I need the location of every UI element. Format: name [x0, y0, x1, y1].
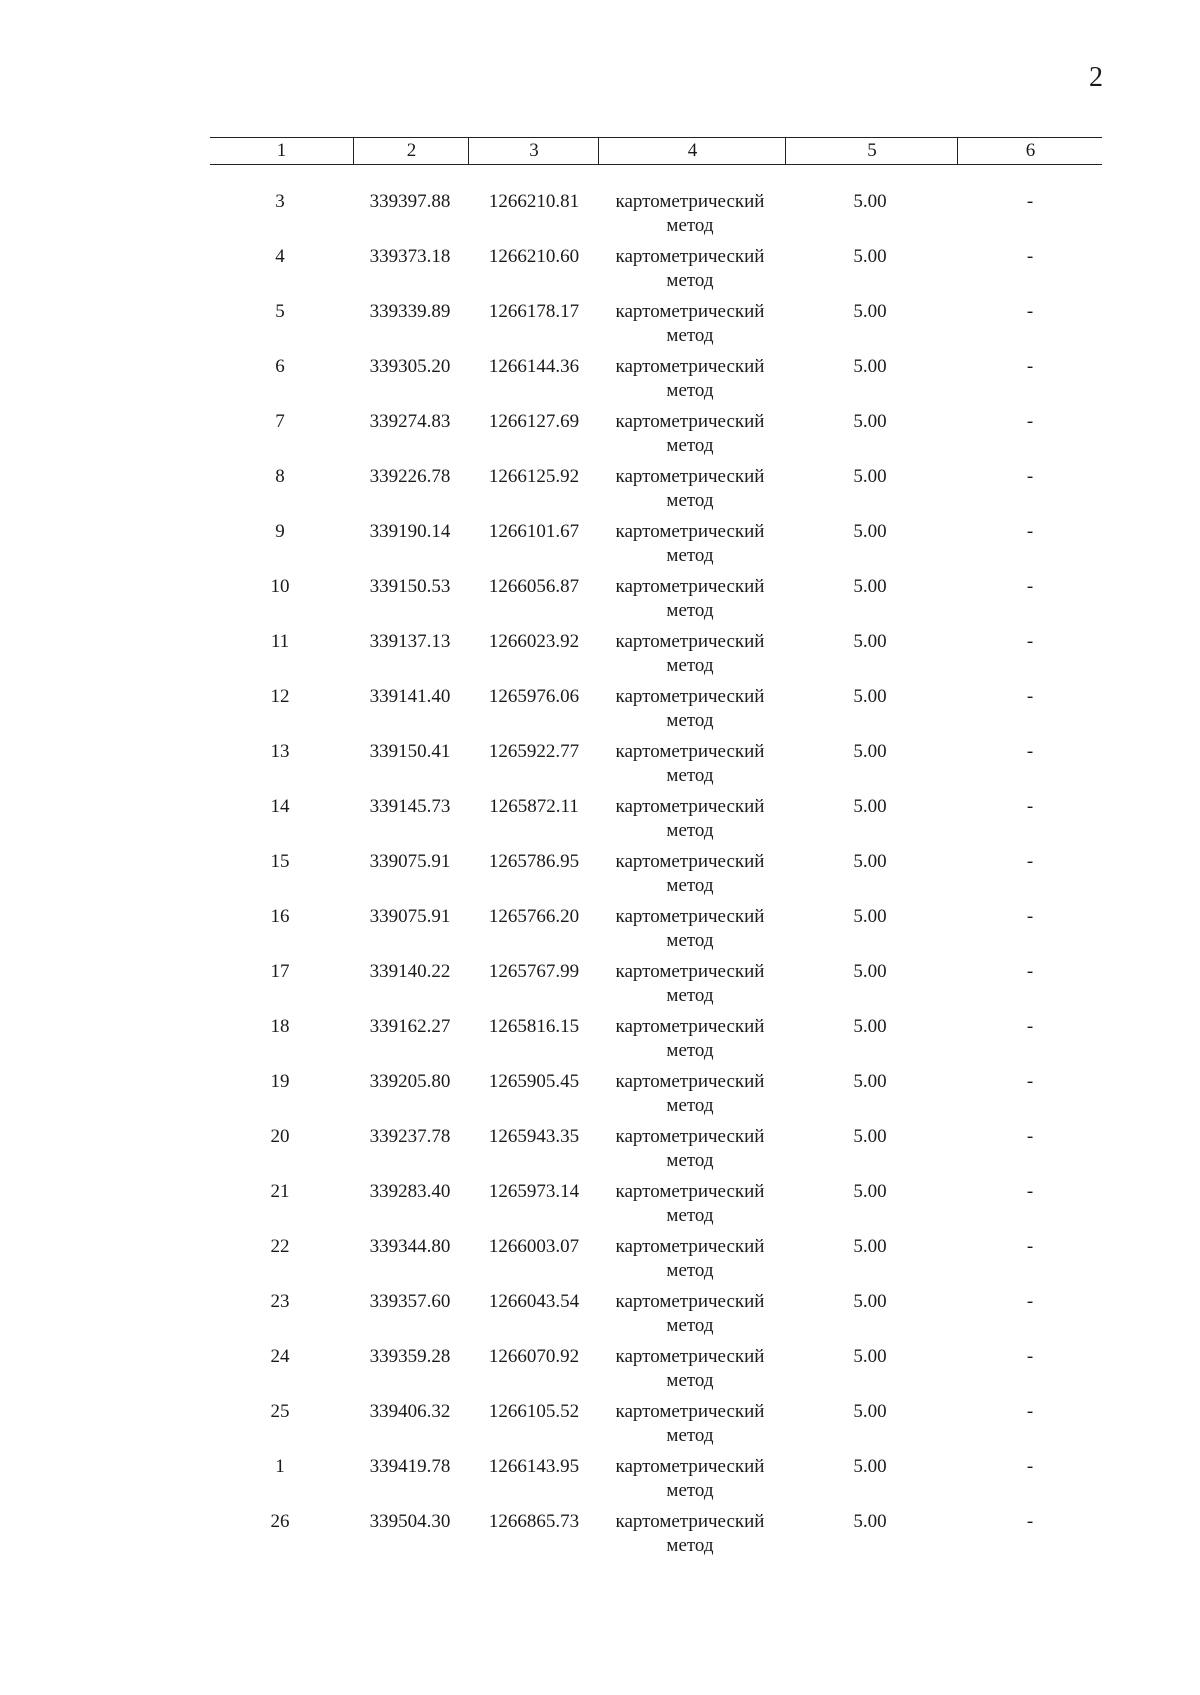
- method-cell: [600, 1400, 780, 1448]
- coordinate-x: 339075.91: [369, 851, 451, 872]
- point-number: 20: [270, 1126, 290, 1147]
- method-line-1: картометрический: [615, 1126, 765, 1147]
- table-row: [0, 355, 1200, 410]
- method-cell: [600, 1345, 780, 1393]
- coordinate-y: 1265767.99: [488, 961, 580, 982]
- method-line-2: метод: [666, 1315, 714, 1336]
- note-value: -: [1026, 576, 1034, 597]
- accuracy-value: 5.00: [853, 1511, 887, 1532]
- table-row: [0, 1510, 1200, 1565]
- point-number: 13: [270, 741, 290, 762]
- method-cell: [600, 1290, 780, 1338]
- note-value: -: [1026, 741, 1034, 762]
- coordinate-y: 1266144.36: [488, 356, 580, 377]
- table-row: [0, 905, 1200, 960]
- page-number: 2: [1089, 62, 1103, 93]
- method-line-1: картометрический: [615, 521, 765, 542]
- table-row: [0, 300, 1200, 355]
- note-value: -: [1026, 851, 1034, 872]
- coordinate-x: 339359.28: [369, 1346, 451, 1367]
- point-number: 4: [275, 246, 285, 267]
- table-row: [0, 1070, 1200, 1125]
- table-row: [0, 520, 1200, 575]
- accuracy-value: 5.00: [853, 521, 887, 542]
- coordinate-y: 1266178.17: [488, 301, 580, 322]
- accuracy-value: 5.00: [853, 576, 887, 597]
- coordinate-y: 1266043.54: [488, 1291, 580, 1312]
- point-number: 8: [275, 466, 285, 487]
- method-line-1: картометрический: [615, 356, 765, 377]
- method-cell: [600, 575, 780, 623]
- note-value: -: [1026, 521, 1034, 542]
- note-value: -: [1026, 1401, 1034, 1422]
- note-value: -: [1026, 356, 1034, 377]
- method-cell: [600, 355, 780, 403]
- method-line-2: метод: [666, 1425, 714, 1446]
- accuracy-value: 5.00: [853, 961, 887, 982]
- accuracy-value: 5.00: [853, 851, 887, 872]
- method-cell: [600, 740, 780, 788]
- coordinate-x: 339226.78: [369, 466, 451, 487]
- method-cell: [600, 410, 780, 458]
- table-row: [0, 1015, 1200, 1070]
- table-row: [0, 1455, 1200, 1510]
- coordinate-y: 1266143.95: [488, 1456, 580, 1477]
- accuracy-value: 5.00: [853, 631, 887, 652]
- table-row: [0, 190, 1200, 245]
- point-number: 12: [270, 686, 290, 707]
- note-value: -: [1026, 1126, 1034, 1147]
- coordinate-x: 339150.41: [369, 741, 451, 762]
- note-value: -: [1026, 246, 1034, 267]
- table-row: [0, 465, 1200, 520]
- coordinate-y: 1266003.07: [488, 1236, 580, 1257]
- method-cell: [600, 850, 780, 898]
- point-number: 3: [275, 191, 285, 212]
- accuracy-value: 5.00: [853, 741, 887, 762]
- table-row: [0, 410, 1200, 465]
- point-number: 6: [275, 356, 285, 377]
- coordinate-y: 1265816.15: [488, 1016, 580, 1037]
- coordinate-x: 339344.80: [369, 1236, 451, 1257]
- coordinate-x: 339305.20: [369, 356, 451, 377]
- method-line-2: метод: [666, 985, 714, 1006]
- method-cell: [600, 190, 780, 238]
- coordinate-y: 1265872.11: [489, 796, 579, 817]
- method-line-2: метод: [666, 820, 714, 841]
- note-value: -: [1026, 191, 1034, 212]
- method-line-1: картометрический: [615, 1181, 765, 1202]
- point-number: 25: [270, 1401, 290, 1422]
- method-line-2: метод: [666, 270, 714, 291]
- method-cell: [600, 1070, 780, 1118]
- note-value: -: [1026, 1511, 1034, 1532]
- coordinate-y: 1266056.87: [488, 576, 580, 597]
- method-cell: [600, 245, 780, 293]
- point-number: 23: [270, 1291, 290, 1312]
- coordinate-x: 339237.78: [369, 1126, 451, 1147]
- note-value: -: [1026, 961, 1034, 982]
- coordinate-y: 1266125.92: [488, 466, 580, 487]
- table-row: [0, 245, 1200, 300]
- point-number: 1: [275, 1456, 285, 1477]
- coordinate-x: 339373.18: [369, 246, 451, 267]
- method-line-2: метод: [666, 1040, 714, 1061]
- point-number: 5: [275, 301, 285, 322]
- accuracy-value: 5.00: [853, 1126, 887, 1147]
- accuracy-value: 5.00: [853, 1071, 887, 1092]
- point-number: 22: [270, 1236, 290, 1257]
- point-number: 11: [270, 631, 290, 652]
- method-line-2: метод: [666, 765, 714, 786]
- method-line-1: картометрический: [615, 576, 765, 597]
- method-line-1: картометрический: [615, 466, 765, 487]
- point-number: 21: [270, 1181, 290, 1202]
- coordinate-x: 339283.40: [369, 1181, 451, 1202]
- coordinate-y: 1266210.60: [488, 246, 580, 267]
- point-number: 10: [270, 576, 290, 597]
- accuracy-value: 5.00: [853, 1236, 887, 1257]
- note-value: -: [1026, 686, 1034, 707]
- method-cell: [600, 465, 780, 513]
- method-line-2: метод: [666, 380, 714, 401]
- method-line-1: картометрический: [615, 741, 765, 762]
- table-header: [210, 137, 1102, 165]
- header-col-2: 2: [353, 138, 469, 164]
- coordinate-x: 339406.32: [369, 1401, 451, 1422]
- coordinate-y: 1266865.73: [488, 1511, 580, 1532]
- method-line-2: метод: [666, 930, 714, 951]
- table-row: [0, 575, 1200, 630]
- method-line-2: метод: [666, 710, 714, 731]
- accuracy-value: 5.00: [853, 906, 887, 927]
- coordinate-x: 339357.60: [369, 1291, 451, 1312]
- method-line-2: метод: [666, 1095, 714, 1116]
- method-line-2: метод: [666, 1205, 714, 1226]
- method-line-1: картометрический: [615, 851, 765, 872]
- accuracy-value: 5.00: [853, 1456, 887, 1477]
- note-value: -: [1026, 906, 1034, 927]
- accuracy-value: 5.00: [853, 1346, 887, 1367]
- note-value: -: [1026, 301, 1034, 322]
- method-line-1: картометрический: [615, 1071, 765, 1092]
- table-row: [0, 740, 1200, 795]
- accuracy-value: 5.00: [853, 1291, 887, 1312]
- note-value: -: [1026, 1346, 1034, 1367]
- note-value: -: [1026, 411, 1034, 432]
- accuracy-value: 5.00: [853, 686, 887, 707]
- method-line-1: картометрический: [615, 1511, 765, 1532]
- point-number: 26: [270, 1511, 290, 1532]
- method-cell: [600, 300, 780, 348]
- method-cell: [600, 520, 780, 568]
- coordinate-x: 339141.40: [369, 686, 451, 707]
- note-value: -: [1026, 1016, 1034, 1037]
- method-line-1: картометрический: [615, 1291, 765, 1312]
- coordinate-x: 339274.83: [369, 411, 451, 432]
- point-number: 18: [270, 1016, 290, 1037]
- coordinate-x: 339397.88: [369, 191, 451, 212]
- coordinate-x: 339504.30: [369, 1511, 451, 1532]
- method-cell: [600, 960, 780, 1008]
- method-line-1: картометрический: [615, 1016, 765, 1037]
- method-line-2: метод: [666, 600, 714, 621]
- method-line-2: метод: [666, 435, 714, 456]
- accuracy-value: 5.00: [853, 466, 887, 487]
- method-line-2: метод: [666, 325, 714, 346]
- coordinate-y: 1266101.67: [488, 521, 580, 542]
- coordinate-x: 339205.80: [369, 1071, 451, 1092]
- coordinate-y: 1265766.20: [488, 906, 580, 927]
- table-row: [0, 630, 1200, 685]
- coordinate-y: 1265922.77: [488, 741, 580, 762]
- method-line-1: картометрический: [615, 631, 765, 652]
- method-cell: [600, 1510, 780, 1558]
- method-line-1: картометрический: [615, 411, 765, 432]
- accuracy-value: 5.00: [853, 1181, 887, 1202]
- coordinate-y: 1266127.69: [488, 411, 580, 432]
- method-line-1: картометрический: [615, 191, 765, 212]
- coordinate-y: 1265943.35: [488, 1126, 580, 1147]
- method-cell: [600, 1125, 780, 1173]
- method-line-1: картометрический: [615, 686, 765, 707]
- method-cell: [600, 1235, 780, 1283]
- table-row: [0, 850, 1200, 905]
- accuracy-value: 5.00: [853, 356, 887, 377]
- table-row: [0, 1125, 1200, 1180]
- accuracy-value: 5.00: [853, 1016, 887, 1037]
- table-row: [0, 795, 1200, 850]
- coordinate-x: 339190.14: [369, 521, 451, 542]
- coordinate-y: 1265973.14: [488, 1181, 580, 1202]
- method-line-1: картометрический: [615, 1346, 765, 1367]
- coordinate-x: 339075.91: [369, 906, 451, 927]
- note-value: -: [1026, 631, 1034, 652]
- method-line-1: картометрический: [615, 1456, 765, 1477]
- coordinate-y: 1266070.92: [488, 1346, 580, 1367]
- method-line-1: картометрический: [615, 796, 765, 817]
- point-number: 24: [270, 1346, 290, 1367]
- table-body: [0, 190, 1200, 1565]
- coordinate-x: 339339.89: [369, 301, 451, 322]
- note-value: -: [1026, 1236, 1034, 1257]
- coordinate-y: 1266023.92: [488, 631, 580, 652]
- table-row: [0, 685, 1200, 740]
- accuracy-value: 5.00: [853, 411, 887, 432]
- coordinate-y: 1265905.45: [488, 1071, 580, 1092]
- note-value: -: [1026, 1456, 1034, 1477]
- point-number: 17: [270, 961, 290, 982]
- note-value: -: [1026, 796, 1034, 817]
- coordinate-x: 339150.53: [369, 576, 451, 597]
- coordinate-x: 339419.78: [369, 1456, 451, 1477]
- method-line-2: метод: [666, 1150, 714, 1171]
- table-row: [0, 1400, 1200, 1455]
- coordinate-x: 339145.73: [369, 796, 451, 817]
- method-line-1: картометрический: [615, 246, 765, 267]
- coordinate-y: 1266210.81: [488, 191, 580, 212]
- header-col-1: 1: [276, 140, 287, 161]
- method-cell: [600, 630, 780, 678]
- method-line-2: метод: [666, 1260, 714, 1281]
- coordinate-x: 339162.27: [369, 1016, 451, 1037]
- table-row: [0, 1180, 1200, 1235]
- method-line-2: метод: [666, 215, 714, 236]
- method-cell: [600, 905, 780, 953]
- method-line-2: метод: [666, 545, 714, 566]
- point-number: 15: [270, 851, 290, 872]
- method-line-2: метод: [666, 875, 714, 896]
- accuracy-value: 5.00: [853, 191, 887, 212]
- accuracy-value: 5.00: [853, 246, 887, 267]
- header-col-5: 5: [785, 138, 958, 164]
- method-cell: [600, 1180, 780, 1228]
- header-col-6: 6: [957, 138, 1103, 164]
- method-line-2: метод: [666, 1370, 714, 1391]
- point-number: 19: [270, 1071, 290, 1092]
- coordinate-x: 339140.22: [369, 961, 451, 982]
- note-value: -: [1026, 1181, 1034, 1202]
- method-line-1: картометрический: [615, 961, 765, 982]
- coordinate-x: 339137.13: [369, 631, 451, 652]
- coordinate-y: 1265976.06: [488, 686, 580, 707]
- table-row: [0, 1290, 1200, 1345]
- method-cell: [600, 1015, 780, 1063]
- method-line-1: картометрический: [615, 1236, 765, 1257]
- method-line-1: картометрический: [615, 906, 765, 927]
- coordinate-y: 1265786.95: [488, 851, 580, 872]
- table-row: [0, 1345, 1200, 1400]
- accuracy-value: 5.00: [853, 796, 887, 817]
- method-cell: [600, 685, 780, 733]
- note-value: -: [1026, 466, 1034, 487]
- point-number: 16: [270, 906, 290, 927]
- accuracy-value: 5.00: [853, 1401, 887, 1422]
- point-number: 9: [275, 521, 285, 542]
- point-number: 7: [275, 411, 285, 432]
- coordinate-y: 1266105.52: [488, 1401, 580, 1422]
- note-value: -: [1026, 1071, 1034, 1092]
- accuracy-value: 5.00: [853, 301, 887, 322]
- method-line-2: метод: [666, 1480, 714, 1501]
- header-col-3: 3: [468, 138, 599, 164]
- table-row: [0, 960, 1200, 1015]
- method-line-1: картометрический: [615, 1401, 765, 1422]
- method-line-2: метод: [666, 655, 714, 676]
- method-line-2: метод: [666, 1535, 714, 1556]
- table-row: [0, 1235, 1200, 1290]
- method-cell: [600, 1455, 780, 1503]
- point-number: 14: [270, 796, 290, 817]
- method-cell: [600, 795, 780, 843]
- note-value: -: [1026, 1291, 1034, 1312]
- header-col-4: 4: [598, 138, 786, 164]
- method-line-2: метод: [666, 490, 714, 511]
- method-line-1: картометрический: [615, 301, 765, 322]
